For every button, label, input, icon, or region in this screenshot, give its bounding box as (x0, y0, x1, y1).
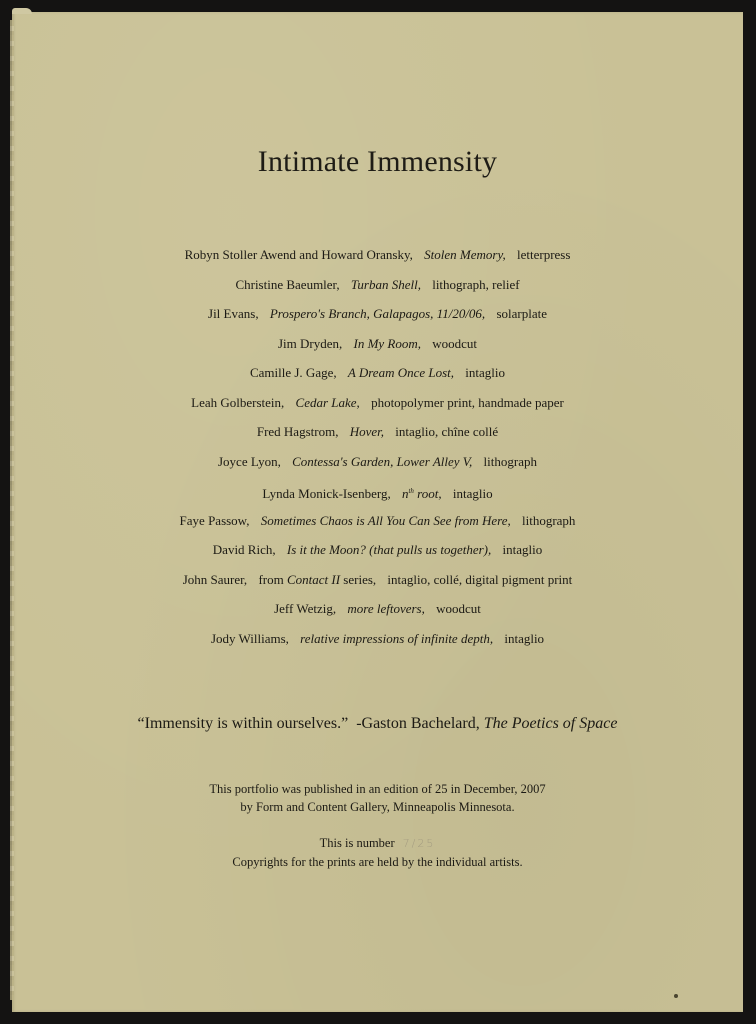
artist-name: Jim Dryden, (277, 335, 343, 351)
work-title-suffix: series, (343, 571, 377, 587)
work-entry (12, 302, 743, 332)
artist-name: Robyn Stoller Awend and Howard Oransky, (184, 247, 413, 262)
work-medium: intaglio, chîne collé (395, 424, 499, 439)
artist-name: John Saurer, (182, 571, 248, 587)
work-entry (12, 597, 743, 627)
work-entry (12, 627, 743, 657)
work-title: In My Room, (353, 335, 421, 351)
work-title: Contessa's Garden, Lower Alley V, (292, 453, 473, 469)
work-medium: intaglio (504, 630, 545, 646)
work-medium: lithograph, relief (432, 276, 520, 292)
artist-name: Jil Evans, (208, 306, 259, 321)
edition-label: This is number (319, 836, 395, 850)
work-medium: intaglio (465, 365, 506, 380)
artist-name: Jeff Wetzig, (274, 601, 337, 616)
paper-speck (674, 994, 678, 998)
page-title: Intimate Immensity (257, 145, 498, 178)
work-entry (12, 391, 743, 421)
work-entry (12, 479, 743, 509)
work-entry (12, 538, 743, 568)
work-entry (12, 273, 743, 303)
work-title: Prospero's Branch, Galapagos, 11/20/06, (269, 306, 486, 321)
work-title: Hover, (349, 424, 384, 439)
artist-name: David Rich, (212, 542, 276, 557)
quote-attribution: -Gaston Bachelard, (356, 715, 480, 732)
artist-name: Christine Baeumler, (235, 276, 340, 292)
work-title-prefix: n (401, 486, 409, 501)
work-entry (12, 568, 743, 598)
work-title: more leftovers, (347, 601, 425, 616)
work-title-superscript: th (408, 487, 414, 495)
work-entry (12, 420, 743, 450)
handwritten-edition-number: 7/25 (402, 837, 436, 850)
work-title: Contact II (286, 571, 341, 587)
copyright-notice: Copyrights for the prints are held by the individual artists. (232, 855, 523, 869)
portfolio-colophon-page (12, 12, 743, 1012)
colophon-line-2: by Form and Content Gallery, Minneapolis Minnesota. (240, 800, 515, 814)
quote-text: “Immensity is within ourselves.” (137, 715, 349, 732)
work-medium: intaglio, collé, digital pigment print (387, 571, 573, 587)
work-entry (12, 243, 743, 273)
colophon-line-1: This portfolio was published in an edition of 25 in December, 2007 (209, 782, 546, 796)
work-title: Stolen Memory, (424, 247, 506, 262)
artist-name: Joyce Lyon, (218, 453, 281, 469)
work-entry (12, 509, 743, 539)
work-entry (12, 450, 743, 480)
work-title: Turban Shell, (350, 276, 421, 292)
artist-name: Camille J. Gage, (249, 365, 337, 380)
artist-name: Faye Passow, (179, 512, 250, 528)
work-medium: intaglio (502, 542, 543, 557)
work-medium: woodcut (436, 601, 481, 616)
work-title: A Dream Once Lost, (347, 365, 455, 380)
work-medium: woodcut (432, 335, 478, 351)
work-title: Is it the Moon? (that pulls us together), (286, 542, 492, 557)
work-entry (12, 332, 743, 362)
publication-colophon (12, 780, 743, 816)
work-medium: solarplate (496, 306, 547, 321)
artist-name: Lynda Monick-Isenberg, (262, 486, 391, 501)
work-title: relative impressions of infinite depth, (300, 630, 494, 646)
work-title: Cedar Lake, (295, 394, 360, 410)
artist-name: Fred Hagstrom, (256, 424, 339, 439)
work-entry (12, 361, 743, 391)
works-list (12, 243, 743, 656)
edition-number-line (12, 834, 743, 853)
work-title: Sometimes Chaos is All You Can See from Here, (260, 512, 511, 528)
epigraph-quote (12, 715, 743, 733)
work-title: root, (417, 486, 442, 501)
work-medium: photopolymer print, handmade paper (371, 394, 564, 410)
edition-info (12, 834, 743, 871)
work-medium: intaglio (452, 486, 493, 501)
artist-name: Jody Williams, (210, 630, 289, 646)
work-medium: lithograph (483, 453, 537, 469)
work-medium: lithograph (522, 512, 576, 528)
artist-name: Leah Golberstein, (191, 394, 285, 410)
quote-source: The Poetics of Space (483, 715, 618, 732)
work-medium: letterpress (517, 247, 571, 262)
work-title-prefix: from (258, 571, 284, 587)
